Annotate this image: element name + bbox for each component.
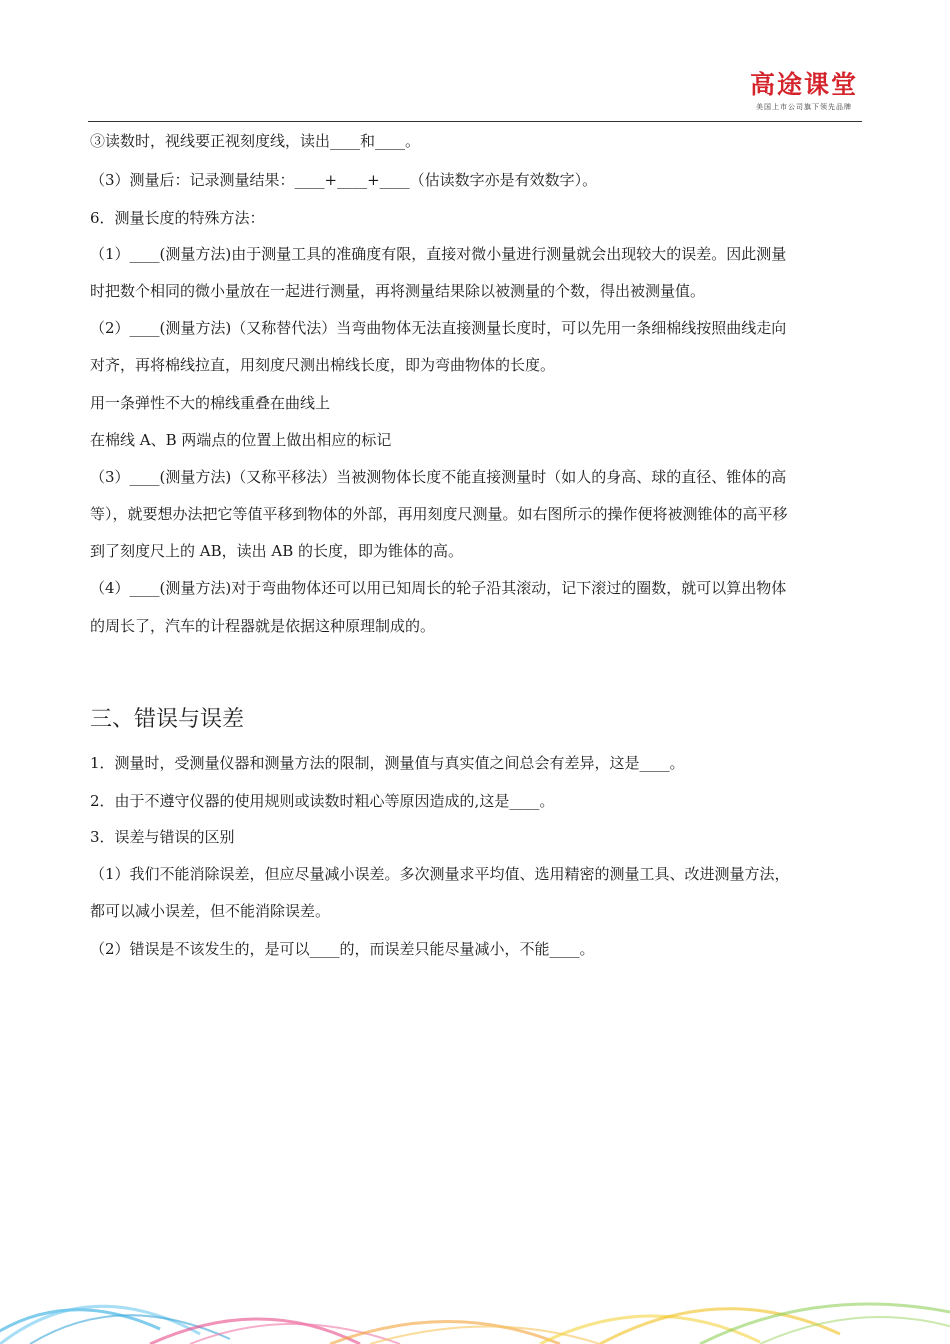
text-line: 3．误差与错误的区别 — [90, 828, 235, 846]
text-line: （3）测量后：记录测量结果：____+____+____（估读数字亦是有效数字）。 — [90, 171, 598, 189]
section-heading: 三、错误与误差 — [90, 707, 245, 732]
decorative-footer-swirl — [0, 1274, 950, 1344]
brand-tagline: 美国上市公司旗下领先品牌 — [755, 103, 852, 111]
text-line: 都可以减小误差，但不能消除误差。 — [90, 902, 331, 920]
text-line: 等），就要想办法把它等值平移到物体的外部，再用刻度尺测量。如右图所示的操作便将被测锥体的高平移 — [90, 505, 788, 523]
text-line: （4）____(测量方法)对于弯曲物体还可以用已知周长的轮子沿其滚动，记下滚过的圈数，就可以算出物体 — [90, 579, 787, 597]
text-line: （3）____(测量方法)（又称平移法）当被测物体长度不能直接测量时（如人的身高、球的直径、锥体的高 — [90, 468, 787, 486]
header-divider — [88, 121, 862, 122]
text-line: 6．测量长度的特殊方法： — [90, 209, 265, 227]
brand-name: 高途课堂 — [749, 70, 858, 99]
text-line: 到了刻度尺上的 AB，读出 AB 的长度，即为锥体的高。 — [90, 542, 464, 560]
text-line: 用一条弹性不大的棉线重叠在曲线上 — [90, 394, 331, 412]
text-line: ③读数时，视线要正视刻度线，读出____和____。 — [90, 132, 421, 150]
text-line: 1．测量时，受测量仪器和测量方法的限制，测量值与真实值之间总会有差异，这是____。 — [90, 754, 685, 772]
text-line: （2）____(测量方法)（又称替代法）当弯曲物体无法直接测量长度时，可以先用一条细棉线按照曲线走向 — [90, 319, 787, 337]
text-line: 的周长了，汽车的计程器就是依据这种原理制成的。 — [90, 617, 436, 635]
text-line: 对齐，再将棉线拉直，用刻度尺测出棉线长度，即为弯曲物体的长度。 — [90, 356, 556, 374]
text-line: 时把数个相同的微小量放在一起进行测量，再将测量结果除以被测量的个数，得出被测量值。 — [90, 282, 706, 300]
brand-logo — [750, 70, 858, 112]
text-line: （2）错误是不该发生的，是可以____的，而误差只能尽量减小，不能____。 — [90, 940, 595, 958]
text-line: （1）____(测量方法)由于测量工具的准确度有限，直接对微小量进行测量就会出现较大的误差。因此测量 — [90, 245, 787, 263]
text-line: 在棉线 A、B 两端点的位置上做出相应的标记 — [90, 431, 392, 449]
text-line: 2．由于不遵守仪器的使用规则或读数时粗心等原因造成的,这是____。 — [90, 792, 555, 810]
text-line: （1）我们不能消除误差，但应尽量减小误差。多次测量求平均值、选用精密的测量工具、改进测量方法， — [90, 865, 790, 883]
